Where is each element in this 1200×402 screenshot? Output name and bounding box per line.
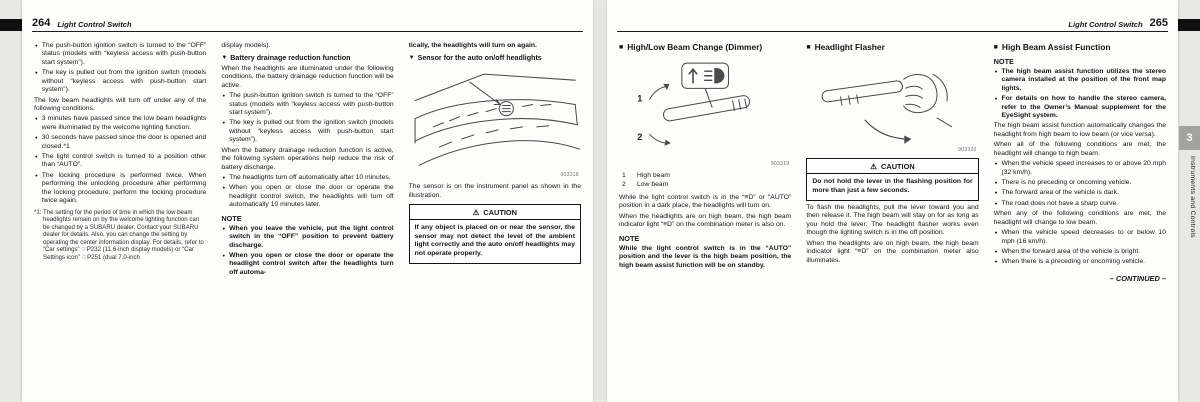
- page-265-columns: [619, 42, 1166, 394]
- bullet-text: When the forward area of the vehicle is bright.: [1001, 247, 1141, 255]
- page-265: [607, 0, 1178, 402]
- note-label: NOTE: [221, 213, 242, 223]
- square-marker-icon: ■: [806, 44, 811, 51]
- bullet-item: [994, 248, 1166, 256]
- bullet-item: [221, 92, 393, 117]
- bullet-text: For details on how to handle the stereo camera, refer to the Owner’s Manual supplement for the EyeSight system.: [1001, 95, 1166, 120]
- bullet-item: [994, 95, 1166, 120]
- footnote: *1: The setting for the period of time in which the low beam headlights remain on by the welcome lighting function can be changed by a SUBARU dealer. Contact your SUBARU dealer for details. Also, you can change the setting by operating the center information display. For details, refer to “Car settings” ☞P232 (11.6-inch display models) or “Car Settings icon” ☞P251 (dual 7.0-inch: [34, 208, 204, 261]
- bullet-item: [34, 42, 206, 67]
- page-number-right: 265: [1149, 17, 1168, 29]
- svg-text:1: 1: [637, 93, 643, 104]
- flasher-drawing: [806, 57, 978, 154]
- paragraph: The high beam assist function automatically changes the headlight from high beam to low beam (or vice versa).: [993, 122, 1166, 138]
- paragraph: The low beam headlights will turn off under any of the following conditions.: [34, 96, 207, 112]
- bullet-item: [221, 174, 393, 182]
- dimmer-drawing: [619, 57, 791, 169]
- bullet-icon: ●: [35, 154, 38, 160]
- figure-legend: [619, 172, 791, 190]
- caution-box: [806, 158, 978, 201]
- paragraph: When the headlights are on high beam, the high beam indicator light “≡D” on the combination meter is also on.: [619, 212, 792, 229]
- section-heading: [806, 43, 978, 53]
- bullet-text: The headlights turn off automatically after 10 minutes.: [229, 173, 391, 181]
- legend-item: [619, 181, 791, 190]
- bullet-item: [994, 200, 1166, 208]
- paragraph: When all of the following conditions are met, the headlight will change to high beam.: [993, 141, 1166, 157]
- bullet-item: [34, 115, 206, 132]
- bullet-item: [34, 153, 206, 170]
- bullet-icon: ●: [222, 174, 226, 180]
- page-264-columns: [34, 42, 581, 394]
- figure-code: 903318: [560, 172, 579, 179]
- column: [806, 42, 978, 394]
- bullet-icon: ●: [35, 43, 38, 48]
- bullet-text: The road does not have a sharp curve.: [1001, 199, 1119, 207]
- continued-marker: – CONTINUED –: [1109, 273, 1166, 283]
- bullet-text: 30 seconds have passed since the door is opened and closed.*1: [41, 134, 207, 150]
- bullet-icon: ●: [994, 230, 998, 236]
- bullet-item: [994, 189, 1166, 197]
- bullet-text: The key is pulled out from the ignition switch (models without “keyless access with push-button start system”).: [229, 119, 394, 144]
- bullet-icon: ●: [994, 259, 998, 265]
- bullet-item: [221, 119, 393, 144]
- bullet-text: The locking procedure is performed twice. When performing the unlocking procedure after performing the locking procedure, perform the locking procedure twice again.: [41, 171, 207, 205]
- legend-label: High beam: [637, 172, 670, 180]
- figure-flasher-illustration: [806, 57, 978, 154]
- bullet-item: [221, 252, 393, 277]
- bullet-icon: ●: [994, 179, 998, 185]
- warning-icon: ⚠: [870, 161, 878, 171]
- caution-label: CAUTION: [881, 162, 915, 172]
- caution-header: [807, 159, 977, 174]
- column: [221, 42, 393, 394]
- paragraph: tically, the headlights will turn on again.: [408, 42, 537, 49]
- paragraph: While the light control switch is in the “AUTO” position and the lever is the high beam position, the high beam assist function will be on standby.: [619, 244, 792, 269]
- bullet-text: When you open or close the door or operate the headlight control switch, the headlights will turn off automatically 10 minutes later.: [229, 184, 394, 209]
- bullet-icon: ●: [35, 116, 38, 122]
- chapter-label: Instruments and Controls: [1189, 156, 1196, 238]
- paragraph: display models).: [221, 42, 271, 49]
- section-heading: [994, 43, 1166, 53]
- column: [619, 42, 791, 394]
- paragraph: To flash the headlights, pull the lever toward you and then release it. The high beam will stay on for as long as you hold the lever. The headlight flasher works even though the lighting switch is in the off position.: [806, 204, 979, 237]
- bullet-item: [994, 68, 1166, 93]
- column: [34, 42, 206, 394]
- square-marker-icon: ■: [619, 44, 624, 51]
- bullet-item: [994, 258, 1166, 266]
- figure-sensor-illustration: [409, 66, 581, 180]
- figure-code: 903319: [770, 161, 790, 168]
- subsection-heading: [409, 54, 581, 63]
- caution-header: [410, 205, 580, 220]
- figure-dimmer-illustration: [619, 57, 791, 169]
- paragraph: When any of the following conditions are met, the headlight will change to low beam.: [993, 210, 1166, 226]
- bullet-text: When you leave the vehicle, put the light control switch in the “OFF” position to prevent battery discharge.: [229, 224, 394, 249]
- column: [409, 42, 581, 394]
- bullet-item: [994, 160, 1166, 177]
- column: [994, 42, 1166, 394]
- bullet-text: When the vehicle speed decreases to or below 10 mph (16 km/h).: [1001, 229, 1166, 245]
- paragraph: While the light control switch is in the “≡D” or “AUTO” position in a dark place, the headlights will turn on.: [619, 194, 792, 210]
- page-264: [22, 0, 593, 402]
- note-label: NOTE: [993, 56, 1014, 66]
- bullet-item: [34, 172, 206, 206]
- legend-item: [619, 172, 791, 181]
- legend-number: 2: [622, 181, 626, 189]
- legend-number: 1: [622, 172, 626, 180]
- bullet-text: The forward area of the vehicle is dark.: [1001, 189, 1119, 197]
- bullet-item: [221, 225, 393, 250]
- sensor-drawing: [409, 66, 581, 180]
- bullet-item: [994, 179, 1166, 187]
- note-label: NOTE: [619, 233, 640, 243]
- header-title-right: Light Control Switch: [1068, 20, 1143, 29]
- bullet-item: [34, 69, 206, 94]
- bullet-icon: ●: [222, 120, 226, 126]
- paragraph: The sensor is on the instrument panel as shown in the illustration.: [408, 183, 581, 199]
- bullet-item: [221, 184, 393, 209]
- bullet-text: The key is pulled out from the ignition switch (models without “keyless access with push-button start system”).: [41, 69, 207, 94]
- subsection-heading: [221, 54, 393, 63]
- bullet-text: The push-button ignition switch is turned to the “OFF” status (models with “keyless access with push-button start system”).: [229, 92, 394, 117]
- bullet-text: The high beam assist function utilizes the stereo camera installed at the position of the front map lights.: [1001, 67, 1166, 92]
- bullet-text: There is no preceding or oncoming vehicle.: [1001, 178, 1132, 186]
- svg-text:2: 2: [637, 132, 643, 143]
- bullet-icon: ●: [35, 70, 38, 76]
- bullet-icon: ●: [994, 200, 998, 206]
- bullet-item: [34, 134, 206, 151]
- subsection-title: Sensor for the auto on/off headlights: [417, 54, 542, 63]
- paragraph: When the headlights are on high beam, the high beam indicator light “≡D” on the combination meter also illuminates.: [806, 239, 979, 264]
- page-264-header: [32, 17, 583, 32]
- caution-label: CAUTION: [483, 208, 518, 218]
- triangle-marker-icon: ▼: [221, 55, 228, 62]
- section-title: High Beam Assist Function: [1001, 42, 1111, 52]
- bullet-text: The push-button ignition switch is turned to the “OFF” status (models with “keyless access with push-button start system”).: [41, 42, 207, 66]
- paragraph: When the battery drainage reduction function is active, the following system operations help reduce the risk of battery discharge.: [221, 146, 394, 171]
- bullet-icon: ●: [35, 172, 38, 178]
- page-265-header: [617, 17, 1168, 32]
- triangle-marker-icon: ▼: [408, 55, 415, 62]
- bullet-icon: ●: [994, 190, 998, 196]
- bullet-icon: ●: [994, 161, 998, 167]
- caution-text: Do not hold the lever in the flashing position for more than just a few seconds.: [812, 178, 973, 194]
- bullet-item: [994, 229, 1166, 246]
- chapter-tab-badge: 3: [1179, 126, 1200, 150]
- bullet-text: When the vehicle speed increases to or above 20 mph (32 km/h).: [1001, 160, 1166, 176]
- subsection-title: Battery drainage reduction function: [230, 54, 351, 63]
- section-heading: [619, 43, 791, 53]
- header-title-left: Light Control Switch: [57, 20, 132, 29]
- caution-text: If any object is placed on or near the sensor, the sensor may not detect the level of the ambient light correctly and the auto on/off headlights may not operate properly.: [414, 224, 575, 257]
- bullet-text: When you open or close the door or operate the headlight control switch after the headlights turn off automa-: [229, 251, 394, 276]
- caution-box: [409, 204, 581, 264]
- warning-icon: ⚠: [472, 208, 480, 218]
- section-title: Headlight Flasher: [814, 42, 885, 52]
- bullet-text: When there is a preceding or oncoming vehicle.: [1001, 258, 1146, 266]
- figure-code: 903320: [958, 147, 977, 154]
- paragraph: When the headlights are illuminated under the following conditions, the battery drainage reduction function will be active.: [221, 64, 394, 89]
- bullet-icon: ●: [35, 135, 38, 141]
- bullet-icon: ●: [222, 225, 226, 231]
- bullet-text: 3 minutes have passed since the low beam headlights were illuminated by the welcome lighting function.: [41, 115, 207, 131]
- bullet-icon: ●: [994, 96, 998, 102]
- bullet-icon: ●: [994, 248, 998, 254]
- section-title: High/Low Beam Change (Dimmer): [627, 42, 763, 52]
- bullet-icon: ●: [994, 68, 998, 74]
- page-number-left: 264: [32, 17, 51, 29]
- bullet-icon: ●: [222, 93, 226, 99]
- bullet-icon: ●: [222, 185, 226, 191]
- bullet-text: The light control switch is turned to a position other than “AUTO”.: [41, 153, 207, 169]
- legend-label: Low beam: [637, 181, 669, 189]
- square-marker-icon: ■: [993, 44, 998, 51]
- bullet-icon: ●: [222, 252, 226, 258]
